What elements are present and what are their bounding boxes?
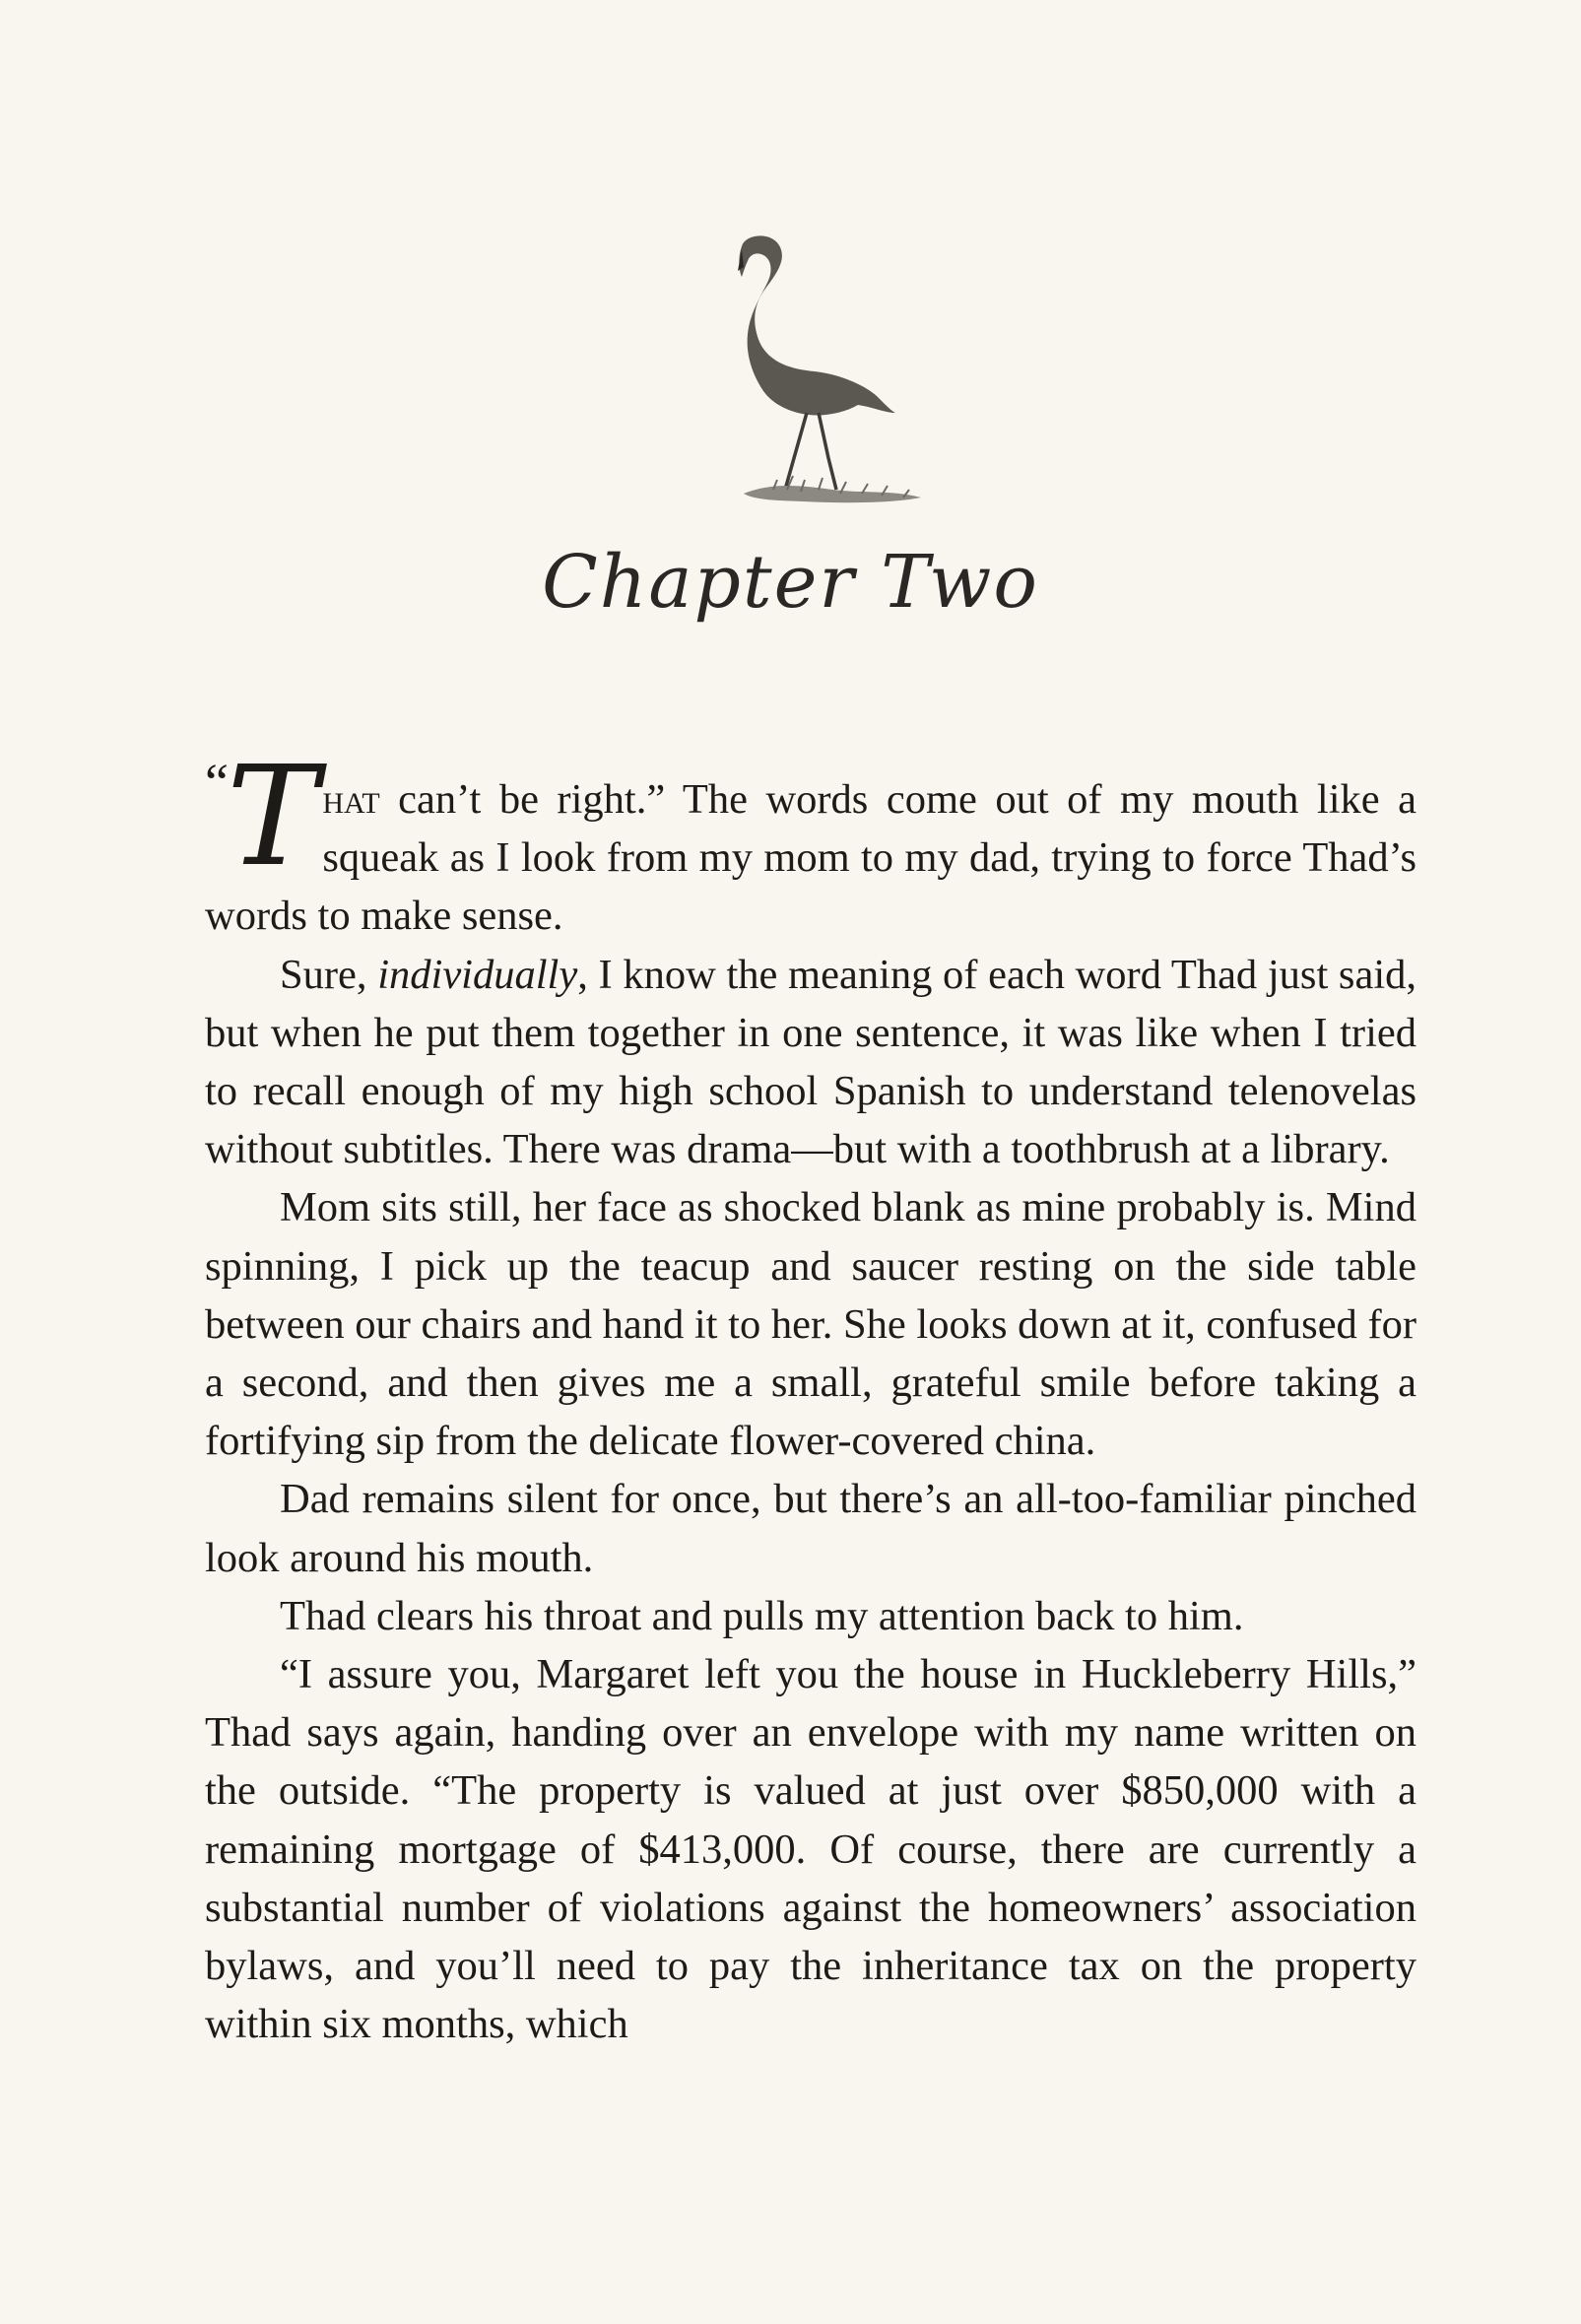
flamingo-icon [724,232,941,527]
paragraph-4: Dad remains silent for once, but there’s an all-too-familiar pinched look around his mouth. [205,1476,1416,1581]
paragraph-2-lead: Sure, [280,951,378,998]
paragraph-1 [205,737,1416,946]
drop-cap-letter: T [226,737,319,897]
paragraph-1-smallcap: hat [322,776,380,823]
paragraph-2 [205,946,1416,1179]
chapter-text [205,737,1417,2053]
paragraph-2-italic: individually [377,951,578,998]
paragraph-5: Thad clears his throat and pulls my attention back to him. [280,1592,1244,1639]
paragraph-1-text: can’t be right.” The words come out of my mouth like a squeak as I look from my mom to my dad, trying to force Thad’s words to make sense. [205,776,1416,940]
paragraph-6: “I assure you, Margaret left you the house in Huckleberry Hills,” Thad says again, handing over an envelope with my name written on the outside. “The property is valued at just over $850,000 with a remaining mortgage of $413,000. Of course, there are currently a substantial number of violations against the homeowners’ association bylaws, and you’ll need to pay the inheritance tax on the property within six months, which [205,1651,1416,2048]
paragraph-3: Mom sits still, her face as shocked blank as mine probably is. Mind spinning, I pick up the teacup and saucer resting on the side table between our chairs and hand it to her. She looks down at it, confused for a second, and then gives me a small, grateful smile before taking a fortifying sip from the delicate flower-covered china. [205,1184,1416,1465]
paragraph-2-text: , I know the meaning of each word Thad just said, but when he put them together in one sentence, it was like when I tried to recall enough of my high school Spanish to understand telenovelas without subtitles. There was drama—but with a toothbrush at a library. [205,951,1417,1173]
chapter-title: Chapter Two [542,540,1039,625]
drop-cap-quote: “ [205,753,229,812]
drop-cap [205,737,319,897]
